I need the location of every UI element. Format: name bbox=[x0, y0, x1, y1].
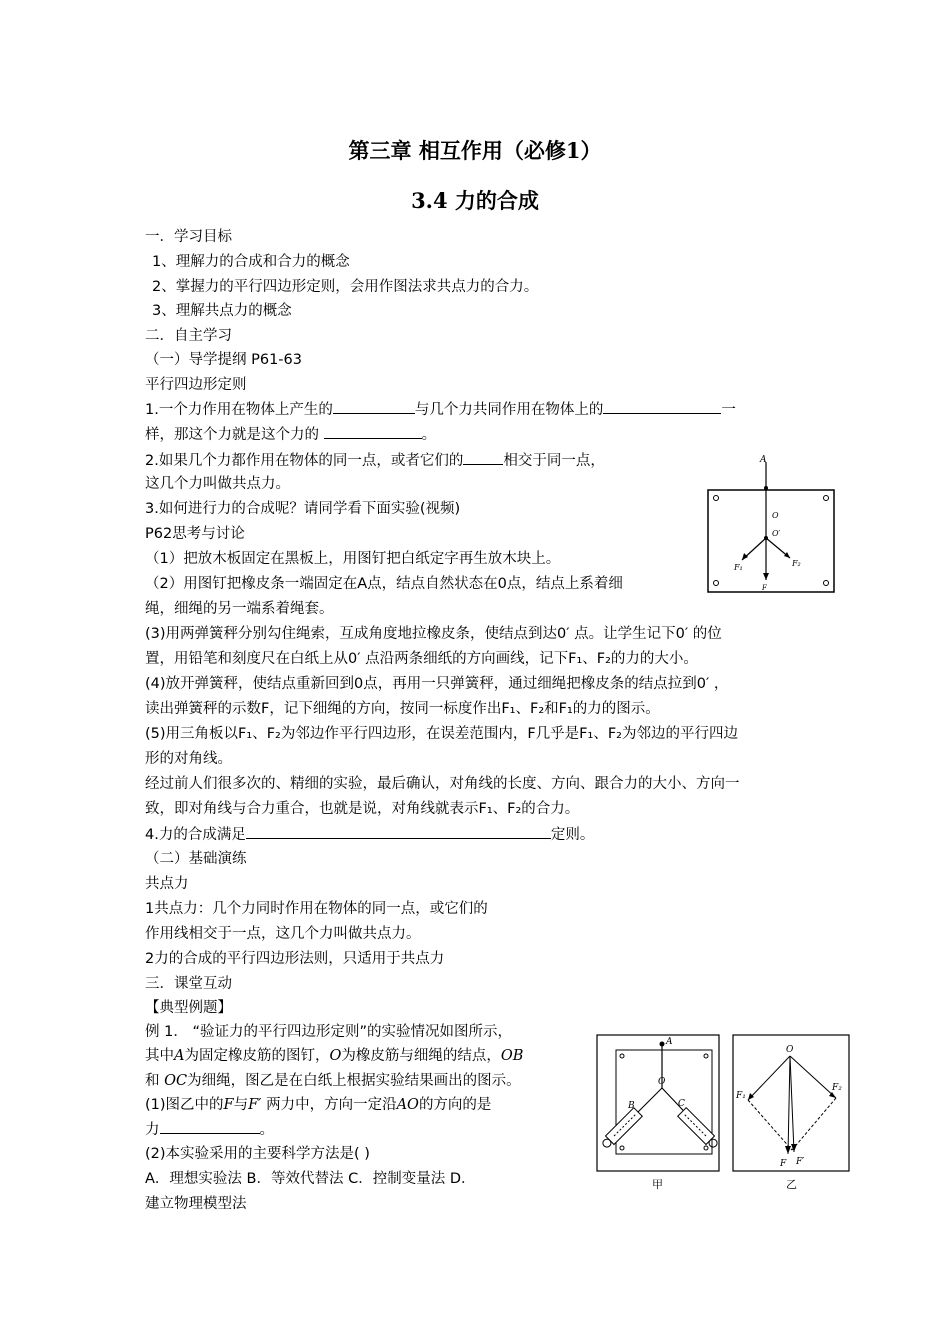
parallelogram-side bbox=[792, 1098, 836, 1150]
arrowhead-icon bbox=[791, 1144, 797, 1152]
goal-3: 3、理解共点力的概念 bbox=[152, 303, 292, 319]
arrowhead-icon bbox=[784, 552, 790, 558]
spring-scale-c-icon bbox=[678, 1108, 720, 1150]
vector-f1 bbox=[748, 1056, 790, 1100]
example-1-line-1: 例 1． “验证力的平行四边形定则”的实验情况如图所示， bbox=[145, 1024, 512, 1040]
step-4-line-1: (4)放开弹簧秤，使结点重新回到0点，再用一只弹簧秤，通过细绳把橡皮条的结点拉到0′ ， bbox=[145, 676, 729, 692]
basic-2: 2力的合成的平行四边形法则，只适用于共点力 bbox=[145, 951, 445, 967]
label-f: F bbox=[780, 1159, 787, 1169]
conclusion-line-1: 经过前人们很多次的、精细的实验，最后确认，对角线的长度、方向、跟合力的大小、方向一 bbox=[145, 776, 740, 792]
label-f-prime: F′ bbox=[796, 1157, 805, 1167]
basic-1-line-2: 作用线相交于一点，这几个力叫做共点力。 bbox=[145, 926, 421, 942]
figure-jia-frame bbox=[597, 1035, 719, 1171]
vector-f-prime bbox=[790, 1056, 794, 1152]
example-tag: 【典型例题】 bbox=[145, 1000, 232, 1016]
label-f1: F₁ bbox=[734, 563, 743, 572]
pin-icon bbox=[824, 496, 829, 501]
example-1-line-4: (1)图乙中的F与F′ 两力中，方向一定沿AO的方向的是 bbox=[145, 1097, 492, 1113]
answer-blank[interactable] bbox=[324, 423, 422, 439]
section-3-heading: 三．课堂互动 bbox=[145, 976, 232, 992]
step-5-line-1: (5)用三角板以F₁、F₂为邻边作平行四边形，在误差范围内，F几乎是F₁、F₂为邻边的平行四边 bbox=[145, 726, 738, 742]
example-1-line-5: 力 。 bbox=[145, 1118, 274, 1141]
example-1-line-2: 其中A为固定橡皮筋的图钉，O为橡皮筋与细绳的结点，OB bbox=[145, 1048, 524, 1064]
subsection-outline: （一）导学提纲 P61-63 bbox=[145, 352, 302, 368]
pin-icon bbox=[704, 1054, 708, 1058]
pin-icon bbox=[704, 1146, 708, 1150]
goal-2: 2、掌握力的平行四边形定则，会用作图法求共点力的合力。 bbox=[152, 279, 539, 295]
pin-icon bbox=[620, 1054, 624, 1058]
point-a-dot bbox=[764, 486, 768, 490]
answer-blank[interactable] bbox=[463, 449, 503, 465]
question-1-line-1: 1.一个力作用在物体上产生的 与几个力共同作用在物体上的 一 bbox=[145, 398, 736, 421]
label-b: B bbox=[628, 1101, 635, 1111]
caption-yi: 乙 bbox=[786, 1178, 797, 1191]
label-f2: F₂ bbox=[832, 1083, 842, 1093]
caption-jia: 甲 bbox=[652, 1178, 663, 1191]
label-o: O bbox=[786, 1045, 794, 1055]
answer-blank[interactable] bbox=[333, 398, 415, 414]
label-a: A bbox=[666, 1037, 673, 1047]
section-1-heading: 一．学习目标 bbox=[145, 229, 232, 245]
label-f2: F₂ bbox=[792, 559, 801, 568]
figure-yi bbox=[732, 1034, 852, 1194]
arrowhead-icon bbox=[785, 1146, 791, 1154]
pin-icon bbox=[714, 496, 719, 501]
label-f: F bbox=[762, 584, 767, 592]
label-o: O bbox=[658, 1077, 666, 1087]
spring-scale-b-icon bbox=[600, 1108, 642, 1150]
question-1-line-2: 样，那这个力就是这个力的 。 bbox=[145, 423, 436, 446]
step-2-line-1: （2）用图钉把橡皮条一端固定在A点，结点自然状态在0点，结点上系着细 bbox=[145, 576, 623, 592]
label-o: O bbox=[772, 511, 779, 520]
step-3-line-2: 置，用铅笔和刻度尺在白纸上从0′ 点沿两条细纸的方向画线，记下F₁、F₂的力的大小。 bbox=[145, 651, 698, 667]
vector-f2 bbox=[790, 1056, 836, 1098]
label-a: A bbox=[760, 455, 767, 465]
question-2-line-1: 2.如果几个力都作用在物体的同一点，或者它们的 相交于同一点， bbox=[145, 449, 605, 472]
basic-1-line-1: 1共点力：几个力同时作用在物体的同一点，或它们的 bbox=[145, 901, 488, 917]
step-3-line-1: (3)用两弹簧秤分别勾住绳索，互成角度地拉橡皮条，使结点到达0′ 点。让学生记下0′ 的位 bbox=[145, 626, 722, 642]
example-1-option-d: 建立物理模型法 bbox=[145, 1196, 247, 1212]
arrowhead-icon bbox=[763, 573, 769, 580]
rule-heading: 平行四边形定则 bbox=[145, 377, 247, 393]
parallelogram-side bbox=[748, 1100, 792, 1150]
label-f1: F₁ bbox=[736, 1091, 746, 1101]
answer-blank[interactable] bbox=[603, 398, 721, 414]
step-5-line-2: 形的对角线。 bbox=[145, 751, 232, 767]
chapter-title: 第三章 相互作用（必修1） bbox=[348, 138, 602, 163]
answer-blank[interactable] bbox=[160, 1118, 260, 1134]
pin-a-icon bbox=[660, 1042, 665, 1047]
step-2-line-2: 绳，细绳的另一端系着绳套。 bbox=[145, 601, 334, 617]
figure-jia bbox=[596, 1034, 721, 1194]
example-1-line-3: 和 OC为细绳，图乙是在白纸上根据实验结果画出的图示。 bbox=[145, 1073, 521, 1089]
discussion-heading: P62思考与讨论 bbox=[145, 526, 245, 542]
answer-blank[interactable] bbox=[246, 823, 551, 839]
lesson-title: 3.4 力的合成 bbox=[411, 188, 539, 213]
label-c: C bbox=[678, 1099, 685, 1109]
pin-icon bbox=[620, 1146, 624, 1150]
label-o-prime: O′ bbox=[772, 529, 781, 538]
board-outline bbox=[708, 490, 834, 592]
concurrent-heading: 共点力 bbox=[145, 876, 189, 892]
step-1: （1）把放木板固定在黑板上，用图钉把白纸定字再生放木块上。 bbox=[145, 551, 561, 567]
section-2-heading: 二．自主学习 bbox=[145, 328, 232, 344]
conclusion-line-2: 致，即对角线与合力重合，也就是说，对角线就表示F₁、F₂的合力。 bbox=[145, 801, 580, 817]
arrowhead-icon bbox=[742, 553, 748, 560]
question-3: 3.如何进行力的合成呢？请同学看下面实验(视频) bbox=[145, 501, 461, 517]
experiment-board-figure bbox=[700, 448, 842, 598]
step-4-line-2: 读出弹簧秤的示数F，记下细绳的方向，按同一标度作出F₁、F₂和F₁的力的图示。 bbox=[145, 701, 660, 717]
pin-icon bbox=[714, 581, 719, 586]
question-2-line-2: 这几个力叫做共点力。 bbox=[145, 476, 290, 492]
pin-icon bbox=[824, 581, 829, 586]
goal-1: 1、理解力的合成和合力的概念 bbox=[152, 254, 350, 270]
example-1-options: A．理想实验法 B．等效代替法 C．控制变量法 D． bbox=[145, 1171, 476, 1187]
subsection-practice: （二）基础演练 bbox=[145, 851, 247, 867]
question-4: 4.力的合成满足 定则。 bbox=[145, 823, 594, 846]
vector-f bbox=[788, 1056, 790, 1154]
example-1-line-6: (2)本实验采用的主要科学方法是( ) bbox=[145, 1146, 370, 1162]
